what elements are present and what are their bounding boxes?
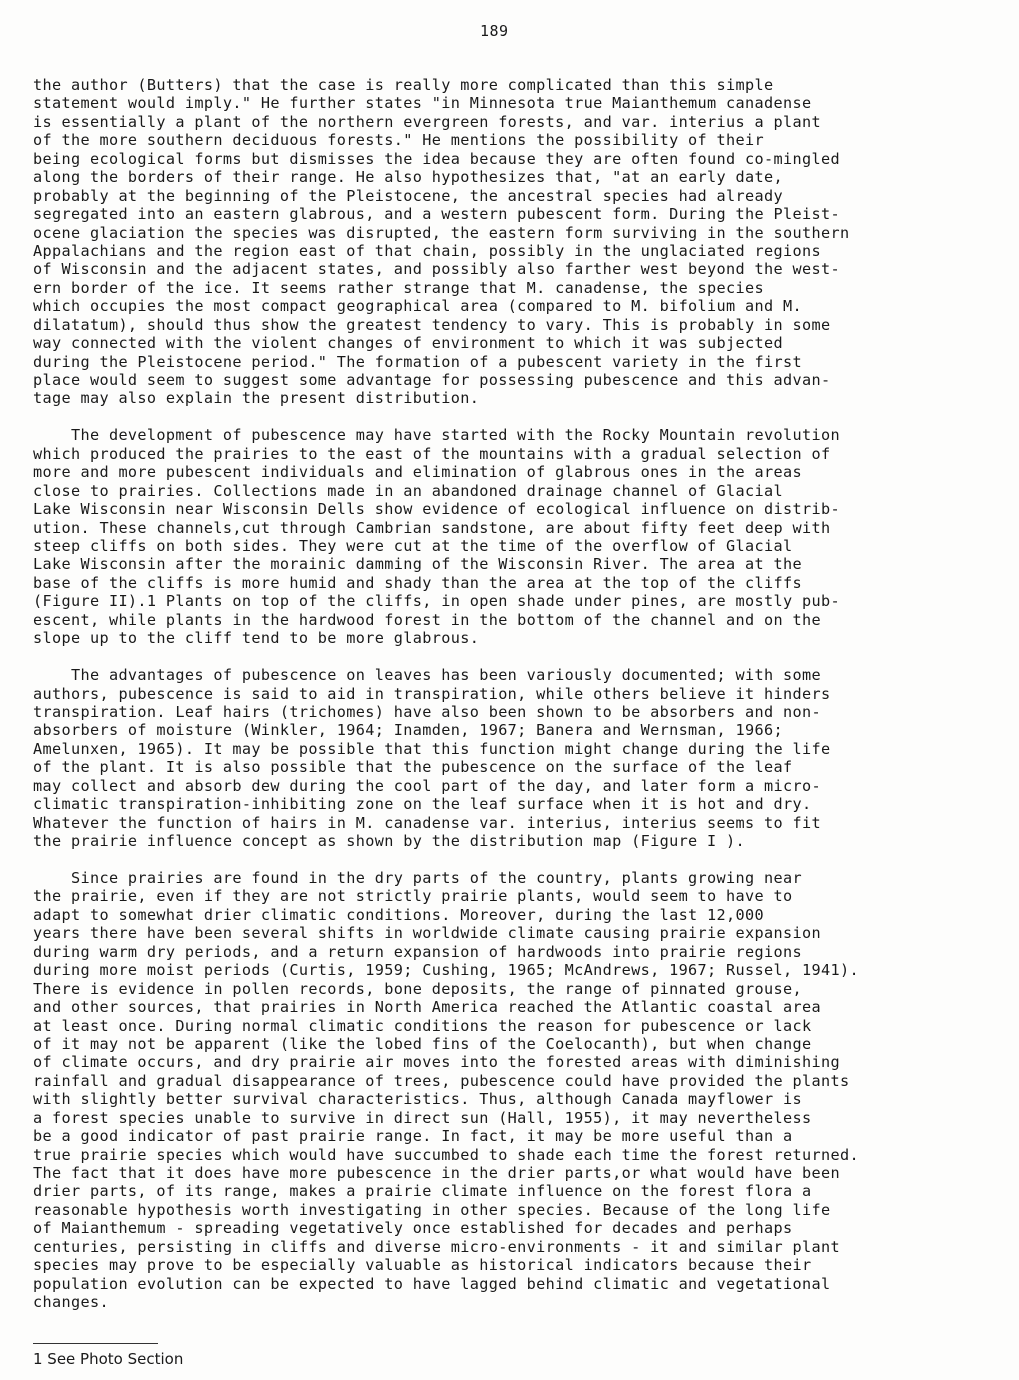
paragraph-2: [33, 426, 1008, 647]
text-line: transpiration. Leaf hairs (trichomes) have also been shown to be absorbers and non-: [33, 703, 821, 721]
text-line: ution. These channels,cut through Cambrian sandstone, are about fifty feet deep with: [33, 518, 831, 537]
text-line: (Figure II).1 Plants on top of the cliffs, in open shade under pines, are mostly pub-: [33, 592, 840, 611]
text-line: The advantages of pubescence on leaves has been variously documented; with some: [33, 666, 821, 685]
text-line: may collect and absorb dew during the cool part of the day, and later form a micro-: [33, 776, 821, 795]
text-line: of Maianthemum - spreading vegetatively once established for decades and perhaps: [33, 1219, 793, 1238]
text-line: ern border of the ice. It seems rather strange that M. canadense, the species: [33, 278, 765, 297]
text-line: Appalachians and the region east of that chain, possibly in the unglaciated regions: [33, 241, 821, 260]
text-line: the prairie influence concept as shown by the distribution map (Figure I ).: [33, 832, 746, 851]
text-line: slope up to the cliff tend to be more glabrous.: [33, 629, 480, 648]
text-line: changes.: [33, 1293, 109, 1312]
text-line: dilatatum), should thus show the greatest tendency to vary. This is probably in some: [33, 315, 831, 334]
text-line: at least once. During normal climatic conditions the reason for pubescence or lack: [33, 1016, 812, 1035]
text-line: and other sources, that prairies in North America reached the Atlantic coastal area: [33, 998, 821, 1017]
text-line: along the borders of their range. He also hypothesizes that, "at an early date,: [33, 168, 783, 187]
text-line: base of the cliffs is more humid and shady than the area at the top of the cliffs: [33, 573, 802, 592]
body-text: [33, 76, 1008, 1330]
text-line: is essentially a plant of the northern evergreen forests, and var. interius a plant: [33, 112, 821, 131]
text-line: climatic transpiration-inhibiting zone on the leaf surface when it is hot and dry.: [33, 795, 812, 814]
text-line: population evolution can be expected to have lagged behind climatic and vegetational: [33, 1274, 831, 1293]
text-line: Lake Wisconsin near Wisconsin Dells show evidence of ecological influence on distrib-: [33, 500, 840, 519]
text-line: statement would imply." He further states "in Minnesota true Maianthemum canadense: [33, 94, 812, 113]
text-line: true prairie species which would have succumbed to shade each time the forest returned.: [33, 1145, 859, 1164]
text-line: Whatever the function of hairs in M. canadense var. interius, interius seems to fit: [33, 813, 821, 832]
footnote-rule: [33, 1343, 158, 1344]
text-line: of climate occurs, and dry prairie air moves into the forested areas with diminishing: [33, 1053, 840, 1072]
text-line: centuries, persisting in cliffs and diverse micro-environments - it and similar plant: [33, 1237, 840, 1256]
text-line: which occupies the most compact geographical area (compared to M. bifolium and M.: [33, 297, 802, 316]
text-line: of the plant. It is also possible that the pubescence on the surface of the leaf: [33, 758, 793, 777]
text-line: reasonable hypothesis worth investigating in other species. Because of the long life: [33, 1200, 831, 1219]
text-line: of the more southern deciduous forests." He mentions the possibility of their: [33, 131, 765, 150]
footnote: 1 See Photo Section: [33, 1350, 184, 1368]
text-line: be a good indicator of past prairie range. In fact, it may be more useful than a: [33, 1127, 793, 1146]
text-line: steep cliffs on both sides. They were cut at the time of the overflow of Glacial: [33, 537, 793, 555]
text-line: during more moist periods (Curtis, 1959; Cushing, 1965; McAndrews, 1967; Russel, 1941).: [33, 961, 859, 980]
text-line: adapt to somewhat drier climatic conditions. Moreover, during the last 12,000: [33, 905, 765, 924]
paragraph-1: [33, 76, 1008, 408]
text-line: There is evidence in pollen records, bone deposits, the range of pinnated grouse,: [33, 979, 802, 998]
text-line: of it may not be apparent (like the lobed fins of the Coelocanth), but when change: [33, 1034, 812, 1053]
text-line: The fact that it does have more pubescence in the drier parts,or what would have been: [33, 1164, 840, 1182]
text-line: Since prairies are found in the dry parts of the country, plants growing near: [33, 869, 802, 887]
text-line: which produced the prairies to the east of the mountains with a gradual selection of: [33, 444, 831, 463]
text-line: rainfall and gradual disappearance of trees, pubescence could have provided the plants: [33, 1071, 850, 1090]
paragraph-3: [33, 666, 1008, 850]
text-line: tage may also explain the present distribution.: [33, 389, 480, 408]
text-line: being ecological forms but dismisses the idea because they are often found co-mingled: [33, 149, 840, 168]
text-line: authors, pubescence is said to aid in transpiration, while others believe it hinders: [33, 684, 831, 703]
text-line: ocene glaciation the species was disrupted, the eastern form surviving in the southern: [33, 223, 850, 242]
text-line: years there have been several shifts in worldwide climate causing prairie expansion: [33, 924, 821, 943]
text-line: Amelunxen, 1965). It may be possible that this function might change during the life: [33, 739, 831, 758]
text-line: during the Pleistocene period." The formation of a pubescent variety in the first: [33, 352, 802, 371]
text-line: drier parts, of its range, makes a prairie climate influence on the forest flora a: [33, 1182, 812, 1201]
text-line: species may prove to be especially valuable as historical indicators because their: [33, 1256, 812, 1275]
text-line: the prairie, even if they are not strictly prairie plants, would seem to have to: [33, 887, 793, 906]
text-line: a forest species unable to survive in direct sun (Hall, 1955), it may nevertheless: [33, 1108, 812, 1127]
text-line: probably at the beginning of the Pleistocene, the ancestral species had already: [33, 186, 783, 205]
text-line: absorbers of moisture (Winkler, 1964; Inamden, 1967; Banera and Wernsman, 1966;: [33, 721, 783, 740]
text-line: way connected with the violent changes of environment to which it was subjected: [33, 334, 783, 353]
text-line: more and more pubescent individuals and elimination of glabrous ones in the areas: [33, 463, 802, 482]
text-line: the author (Butters) that the case is really more complicated than this simple: [33, 76, 774, 94]
text-line: escent, while plants in the hardwood forest in the bottom of the channel and on the: [33, 610, 821, 629]
page-number: 189: [480, 22, 509, 40]
text-line: during warm dry periods, and a return expansion of hardwoods into prairie regions: [33, 942, 802, 961]
text-line: Lake Wisconsin after the morainic damming of the Wisconsin River. The area at the: [33, 555, 802, 574]
text-line: segregated into an eastern glabrous, and a western pubescent form. During the Pleist-: [33, 205, 840, 224]
text-line: of Wisconsin and the adjacent states, and possibly also farther west beyond the west-: [33, 260, 840, 279]
text-line: place would seem to suggest some advantage for possessing pubescence and this advan-: [33, 371, 831, 389]
text-line: The development of pubescence may have started with the Rocky Mountain revolution: [33, 426, 840, 445]
text-line: close to prairies. Collections made in an abandoned drainage channel of Glacial: [33, 481, 783, 500]
text-line: with slightly better survival characteristics. Thus, although Canada mayflower is: [33, 1090, 802, 1109]
paragraph-4: [33, 869, 1008, 1312]
